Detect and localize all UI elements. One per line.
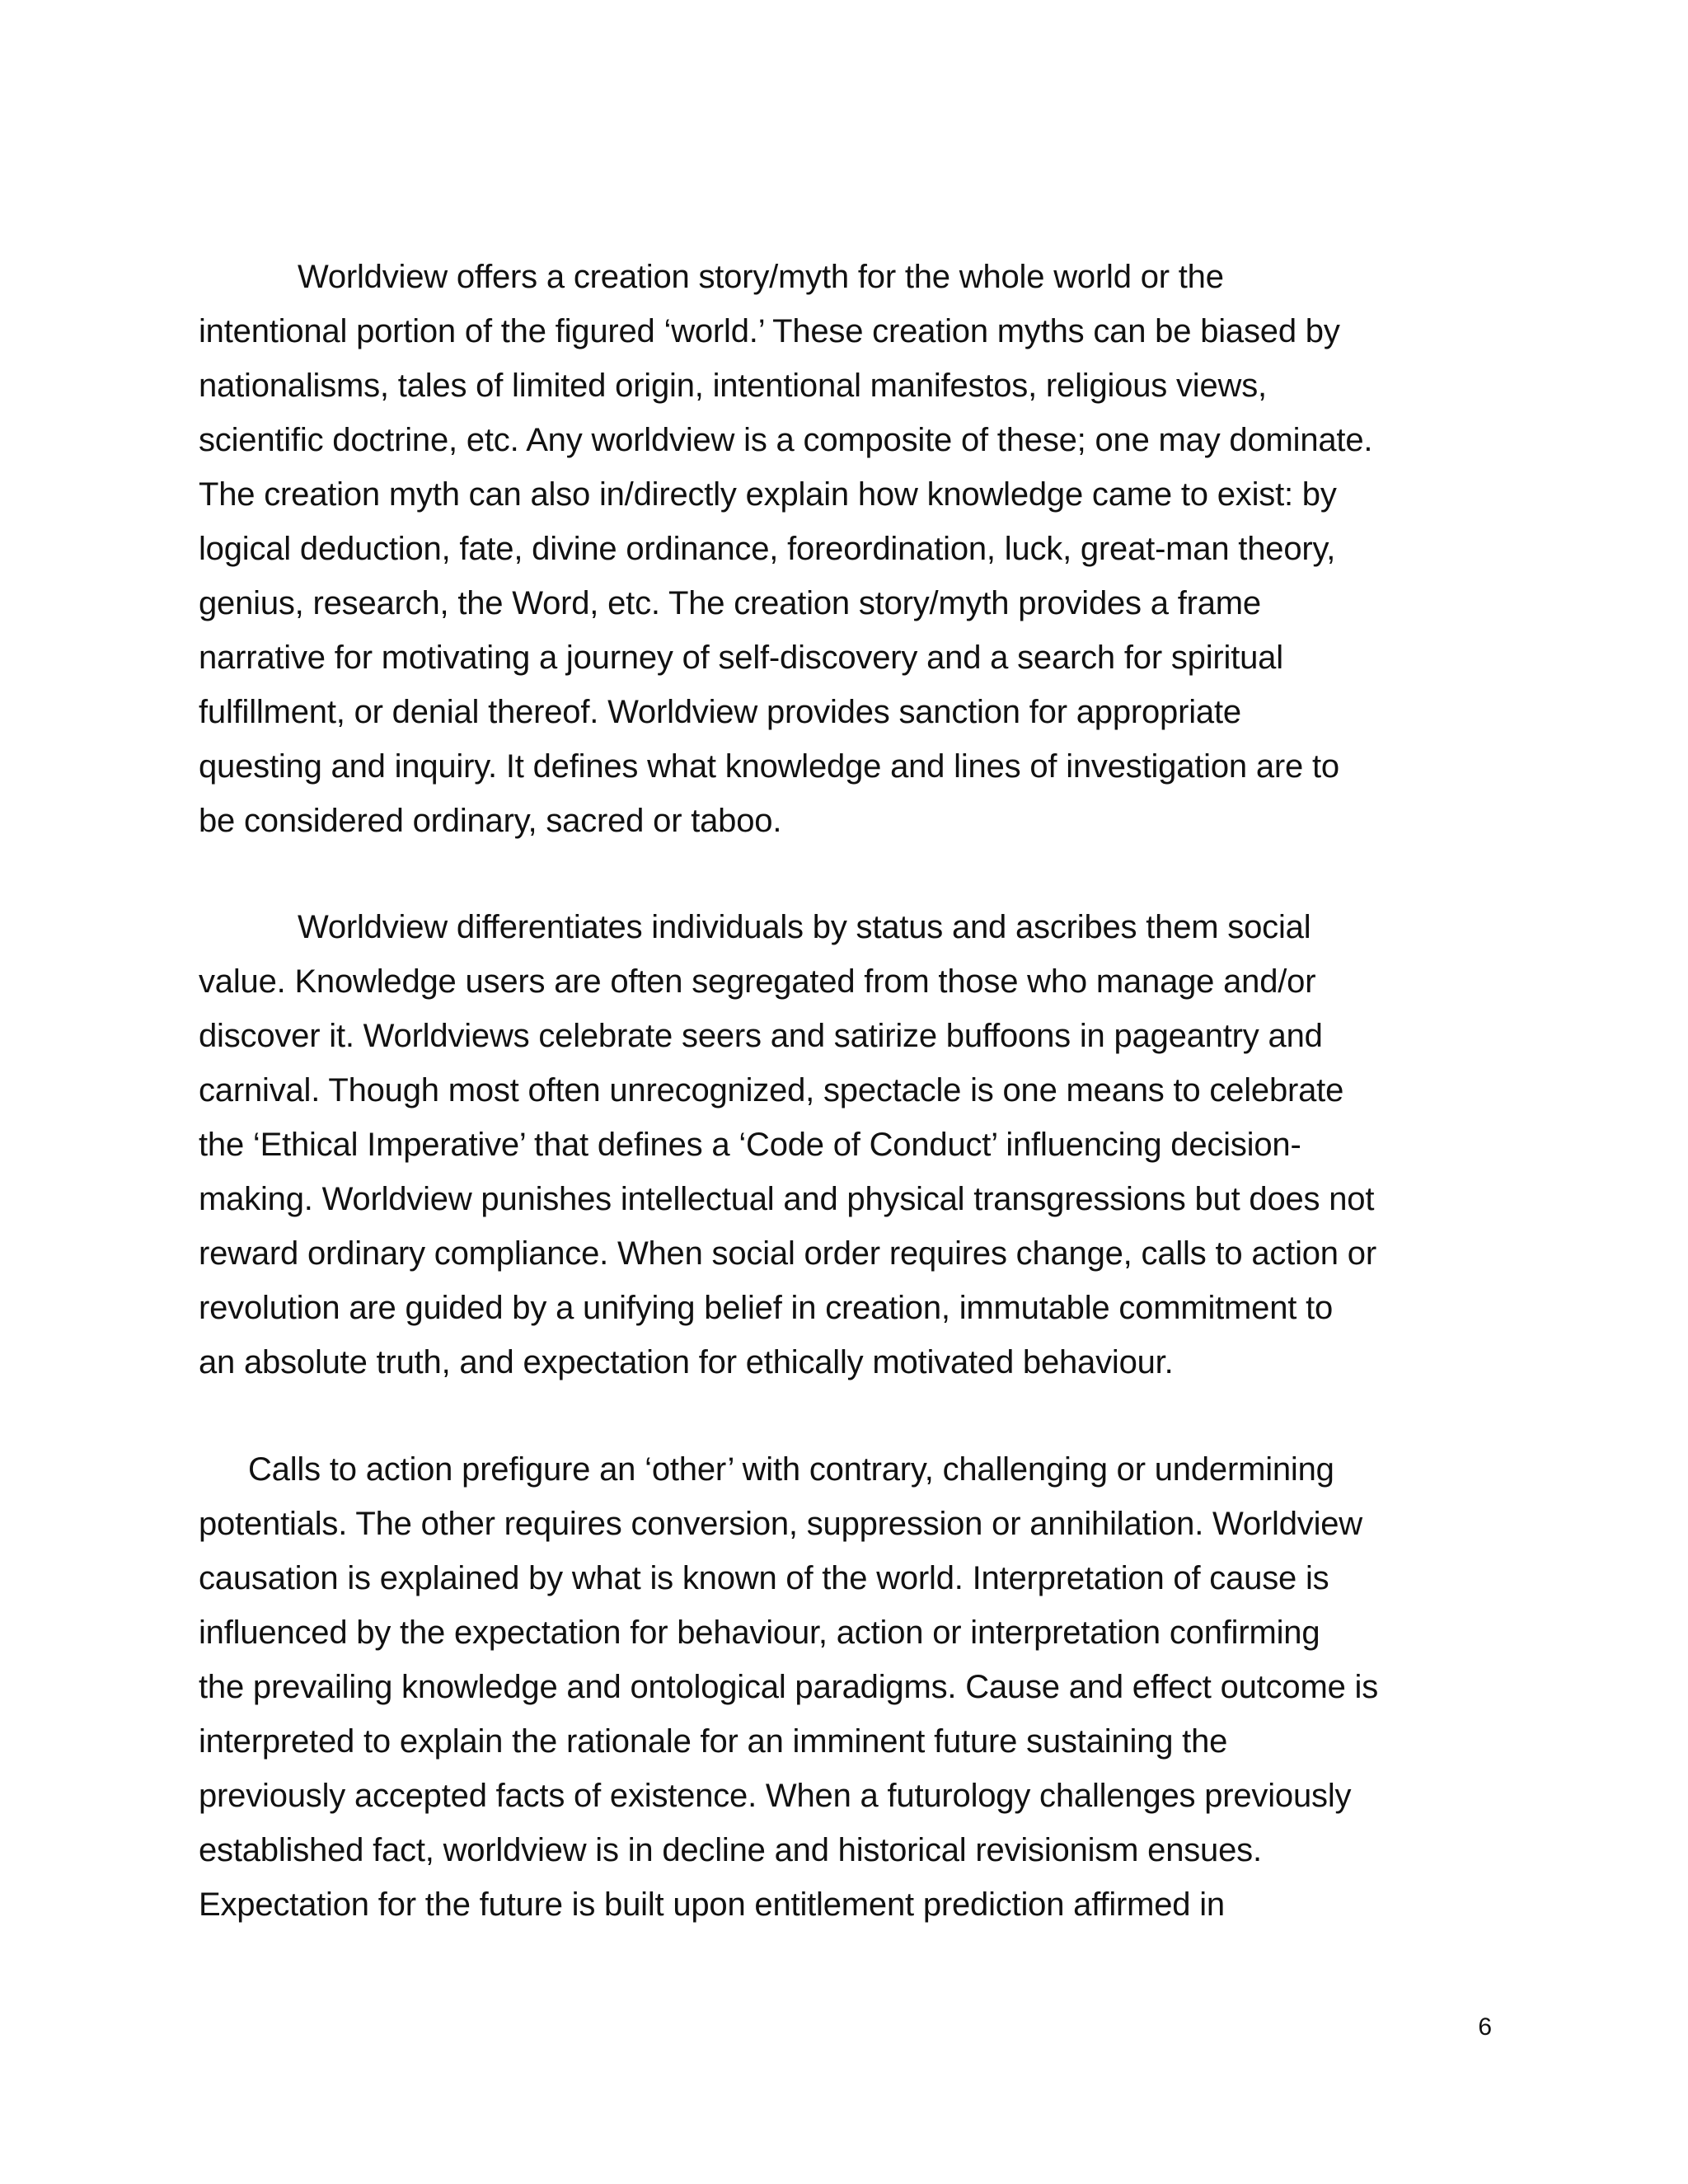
- paragraph-1-line: nationalisms, tales of limited origin, intentional manifestos, religious views,: [199, 368, 1267, 404]
- paragraph-1-line: intentional portion of the figured ‘world.’ These creation myths can be biased by: [199, 313, 1340, 349]
- paragraph-2-line: the ‘Ethical Imperative’ that defines a ‘Code of Conduct’ influencing decision-: [199, 1127, 1301, 1163]
- paragraph-2-line: carnival. Though most often unrecognized, spectacle is one means to celebrate: [199, 1072, 1344, 1108]
- paragraph-3-line: influenced by the expectation for behaviour, action or interpretation confirming: [199, 1615, 1320, 1651]
- paragraph-3-line: causation is explained by what is known of the world. Interpretation of cause is: [199, 1560, 1329, 1596]
- paragraph-1-line: The creation myth can also in/directly explain how knowledge came to exist: by: [199, 476, 1337, 513]
- paragraph-3-line: Expectation for the future is built upon entitlement prediction affirmed in: [199, 1886, 1225, 1923]
- paragraph-1-line: questing and inquiry. It defines what knowledge and lines of investigation are to: [199, 748, 1339, 785]
- page-number: 6: [1478, 2013, 1492, 2041]
- paragraph-3-line: the prevailing knowledge and ontological paradigms. Cause and effect outcome is: [199, 1669, 1379, 1705]
- paragraph-3: [199, 1442, 1484, 1932]
- paragraph-1-line: genius, research, the Word, etc. The creation story/myth provides a frame: [199, 585, 1261, 621]
- paragraph-3-line: established fact, worldview is in decline and historical revisionism ensues.: [199, 1832, 1262, 1868]
- paragraph-2-line: Worldview differentiates individuals by status and ascribes them social: [298, 909, 1311, 945]
- paragraph-1-line: logical deduction, fate, divine ordinance, foreordination, luck, great-man theory,: [199, 531, 1336, 567]
- paragraph-2-line: reward ordinary compliance. When social order requires change, calls to action or: [199, 1235, 1376, 1272]
- paragraph-2-line: making. Worldview punishes intellectual and physical transgressions but does not: [199, 1181, 1375, 1217]
- paragraph-1-line: scientific doctrine, etc. Any worldview is a composite of these; one may dominate.: [199, 422, 1373, 458]
- paragraph-2-line: discover it. Worldviews celebrate seers and satirize buffoons in pageantry and: [199, 1018, 1323, 1054]
- paragraph-1: [199, 250, 1484, 848]
- paragraph-3-line: previously accepted facts of existence. When a futurology challenges previously: [199, 1778, 1352, 1814]
- paragraph-1-line: fulfillment, or denial thereof. Worldview provides sanction for appropriate: [199, 694, 1241, 730]
- paragraph-1-line: Worldview offers a creation story/myth for the whole world or the: [298, 259, 1224, 295]
- paragraph-1-line: be considered ordinary, sacred or taboo.: [199, 803, 782, 839]
- paragraph-1-line: narrative for motivating a journey of self-discovery and a search for spiritual: [199, 640, 1283, 676]
- paragraph-2: [199, 900, 1484, 1390]
- paragraph-2-line: revolution are guided by a unifying belief in creation, immutable commitment to: [199, 1290, 1334, 1326]
- paragraph-2-line: an absolute truth, and expectation for ethically motivated behaviour.: [199, 1344, 1174, 1380]
- paragraph-2-line: value. Knowledge users are often segregated from those who manage and/or: [199, 963, 1316, 1000]
- paragraph-3-line: potentials. The other requires conversion, suppression or annihilation. Worldview: [199, 1506, 1362, 1542]
- paragraph-3-line: Calls to action prefigure an ‘other’ with contrary, challenging or undermining: [248, 1451, 1334, 1488]
- paragraph-3-line: interpreted to explain the rationale for an imminent future sustaining the: [199, 1723, 1228, 1760]
